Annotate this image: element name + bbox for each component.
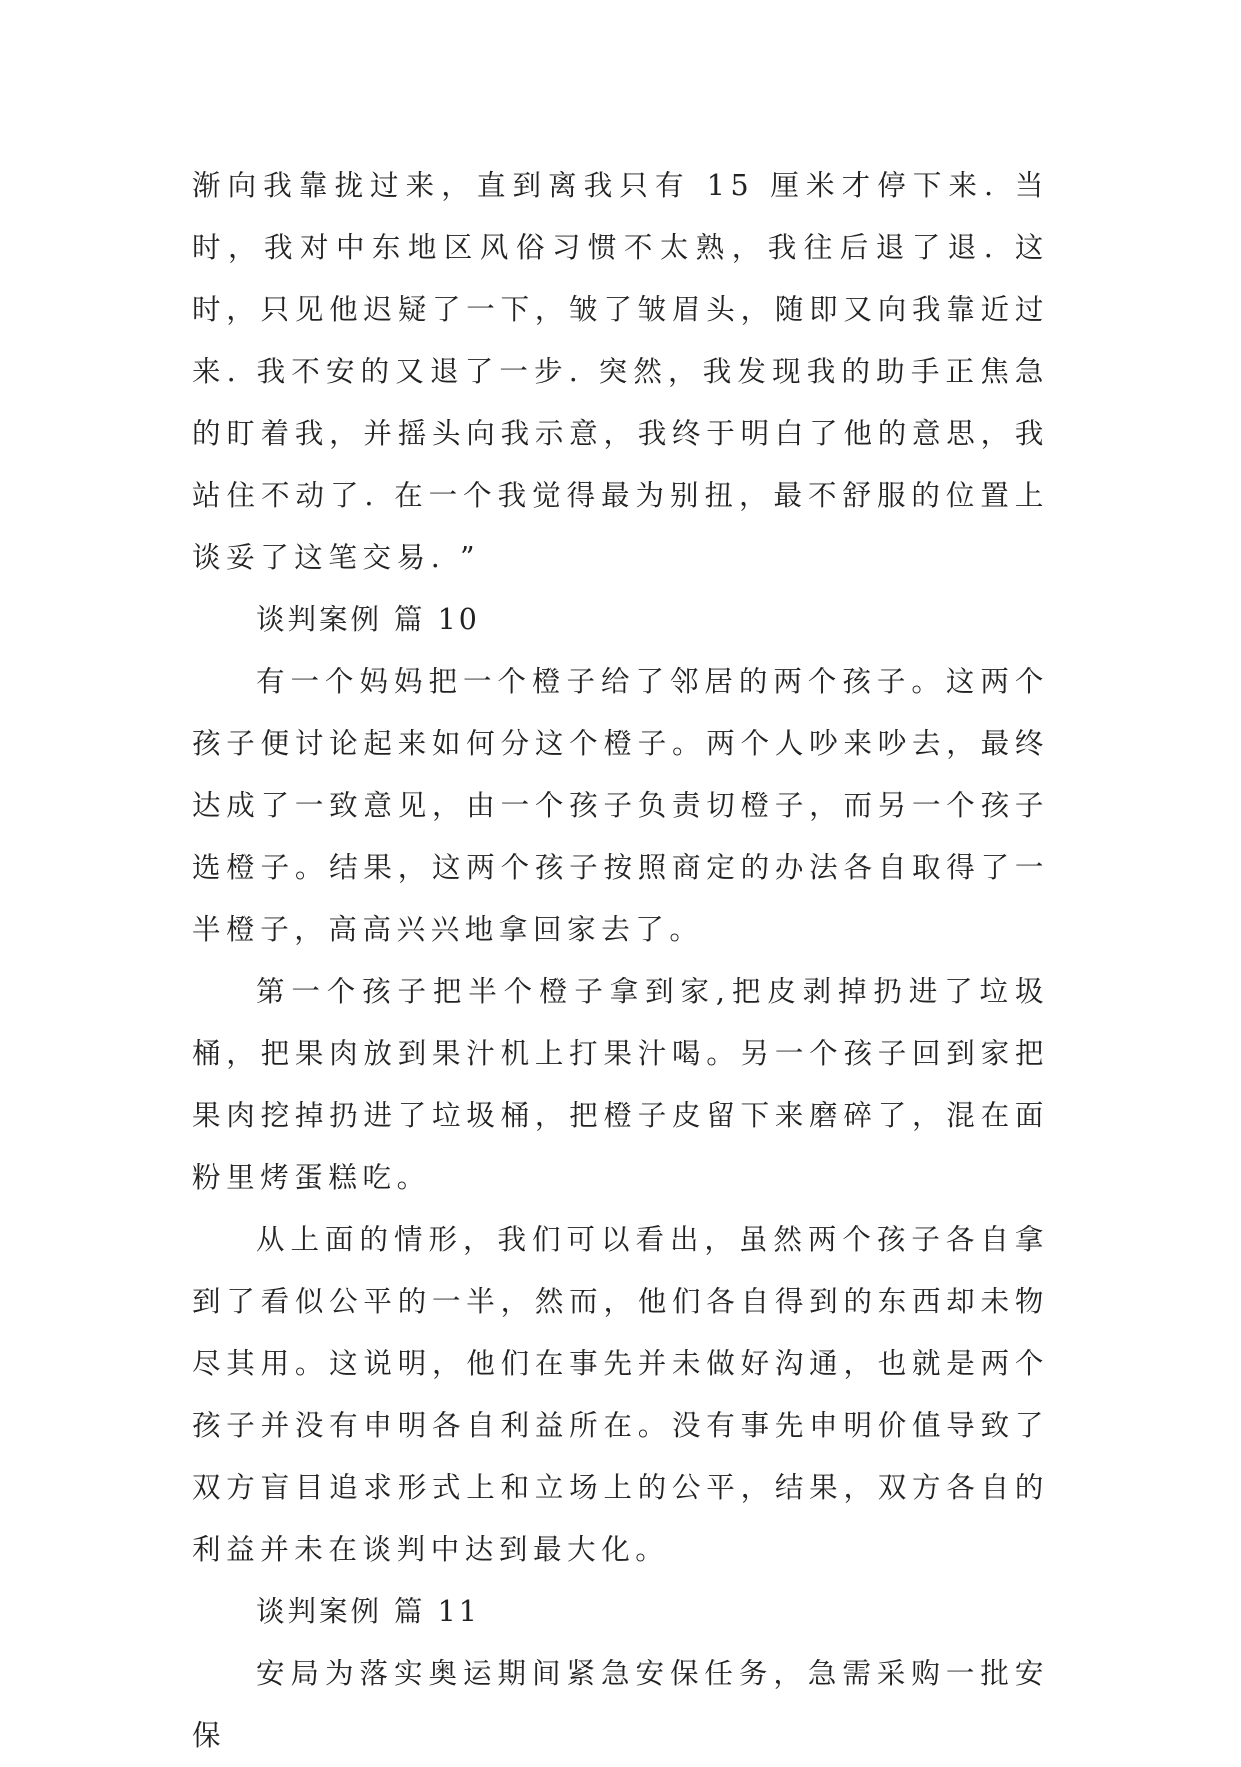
paragraph-security-procurement: 安局为落实奥运期间紧急安保任务，急需采购一批安保 bbox=[192, 1657, 1049, 1752]
paragraph-orange-story: 有一个妈妈把一个橙子给了邻居的两个孩子。这两个孩子便讨论起来如何分这个橙子。两个人吵来吵去，最终达成了一致意见，由一个孩子负责切橙子，而另一个孩子选橙子。结果，这两个孩子按照商定的办法各自取得了一半橙子，高高兴兴地拿回家去了。 bbox=[192, 665, 1049, 946]
document-page bbox=[192, 155, 1049, 1767]
paragraph-orange-analysis: 从上面的情形，我们可以看出，虽然两个孩子各自拿到了看似公平的一半，然而，他们各自得到的东西却未物尽其用。这说明，他们在事先并未做好沟通，也就是两个孩子并没有申明各自利益所在。没有事先申明价值导致了双方盲目追求形式上和立场上的公平，结果，双方各自的利益并未在谈判中达到最大化。 bbox=[192, 1223, 1049, 1566]
paragraph-continued: 渐向我靠拢过来，直到离我只有 15 厘米才停下来. 当时，我对中东地区风俗习惯不太熟，我往后退了退. 这时，只见他迟疑了一下，皱了皱眉头，随即又向我靠近过来. 我不安的又退了一步. 突然，我发现我的助手正焦急的盯着我，并摇头向我示意，我终于明白了他的意思，我站住不动了. 在一个我觉得最为别扭，最不舒服的位置上谈妥了这笔交易. ” bbox=[192, 169, 1049, 574]
section-heading-11: 谈判案例 篇 11 bbox=[256, 1595, 480, 1628]
section-heading-10: 谈判案例 篇 10 bbox=[256, 603, 480, 636]
paragraph-orange-usage: 第一个孩子把半个橙子拿到家,把皮剥掉扔进了垃圾桶，把果肉放到果汁机上打果汁喝。另一个孩子回到家把果肉挖掉扔进了垃圾桶，把橙子皮留下来磨碎了，混在面粉里烤蛋糕吃。 bbox=[192, 975, 1049, 1194]
